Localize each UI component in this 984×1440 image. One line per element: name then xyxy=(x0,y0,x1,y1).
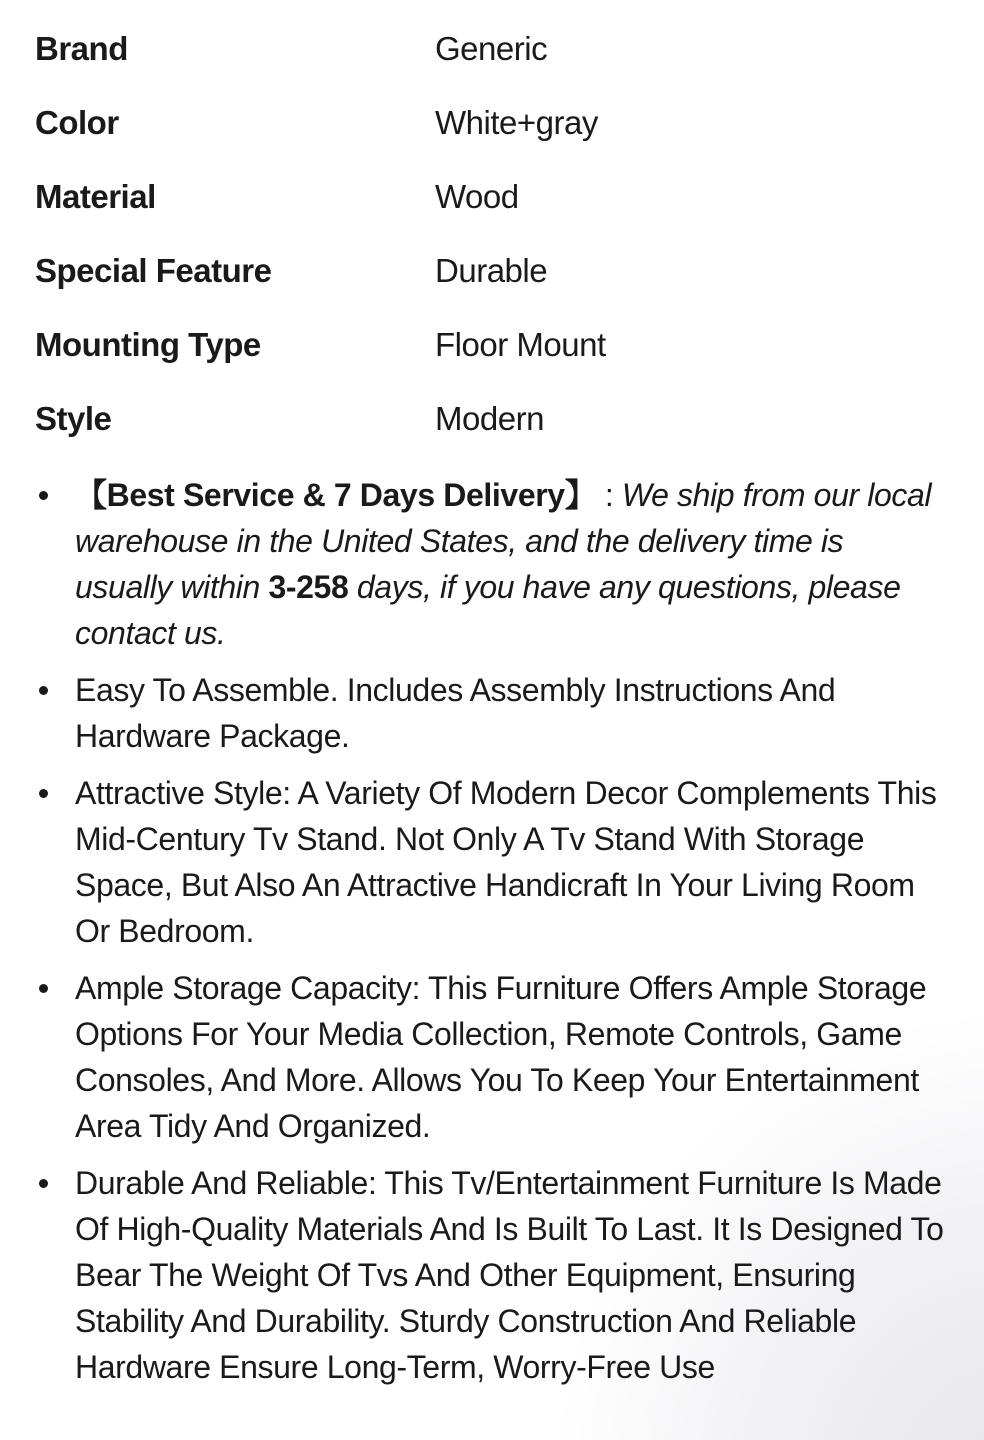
spec-value: Durable xyxy=(435,252,548,289)
bullet-text-segment: : xyxy=(596,477,622,513)
feature-bullet-item xyxy=(35,472,946,656)
bullet-text-segment: Attractive Style: A Variety Of Modern Decor Complements This Mid-Century Tv Stand. Not Only A Tv Stand With Storage Space, But Also An Attractive Handicraft In Your Living Room Or Bedroom. xyxy=(75,775,937,949)
bullet-text-segment: 【Best Service & 7 Days Delivery】 xyxy=(75,477,597,513)
bullet-text-segment: 3-258 xyxy=(268,569,349,605)
bullet-dot-icon xyxy=(39,789,48,798)
bullet-text-segment: We ship from our local warehouse in the United States, and the delivery time is usually within xyxy=(75,477,932,605)
bullet-text-segment: Durable And Reliable: This Tv/Entertainment Furniture Is Made Of High-Quality Materials And Is Built To Last. It Is Designed To Bear The Weight Of Tvs And Other Equipment, Ensuring Stability And Durability. Sturdy Construction And Reliable Hardware Ensure Long-Term, Worry-Free Use xyxy=(75,1165,944,1385)
feature-bullets xyxy=(35,472,946,1390)
spec-row xyxy=(35,28,946,69)
product-overview-table xyxy=(35,28,946,439)
feature-bullet-item xyxy=(35,770,946,954)
feature-bullet-item xyxy=(35,667,946,759)
spec-label: Color xyxy=(35,104,119,141)
bullet-text-segment: Easy To Assemble. Includes Assembly Instructions And Hardware Package. xyxy=(75,672,836,754)
spec-label: Special Feature xyxy=(35,252,272,289)
spec-row xyxy=(35,102,946,143)
feature-bullet-item xyxy=(35,1160,946,1390)
feature-bullet-item xyxy=(35,965,946,1149)
spec-value: Generic xyxy=(435,30,548,67)
spec-label: Mounting Type xyxy=(35,326,261,363)
spec-value: Floor Mount xyxy=(435,326,606,363)
spec-value: Modern xyxy=(435,400,544,437)
bullet-dot-icon xyxy=(39,1179,48,1188)
bullet-dot-icon xyxy=(39,984,48,993)
bullet-text-segment: Ample Storage Capacity: This Furniture Offers Ample Storage Options For Your Media Collection, Remote Controls, Game Consoles, And More. Allows You To Keep Your Entertainment Area Tidy And Organized. xyxy=(75,970,927,1144)
spec-label: Brand xyxy=(35,30,128,67)
spec-row xyxy=(35,176,946,217)
bullet-text-segment: days, if you have any questions, please contact us. xyxy=(75,569,901,651)
spec-label: Material xyxy=(35,178,156,215)
spec-row xyxy=(35,398,946,439)
spec-value: White+gray xyxy=(435,104,598,141)
bullet-dot-icon xyxy=(39,491,48,500)
spec-row xyxy=(35,250,946,291)
spec-value: Wood xyxy=(435,178,519,215)
spec-label: Style xyxy=(35,400,112,437)
spec-row xyxy=(35,324,946,365)
bullet-dot-icon xyxy=(39,686,48,695)
